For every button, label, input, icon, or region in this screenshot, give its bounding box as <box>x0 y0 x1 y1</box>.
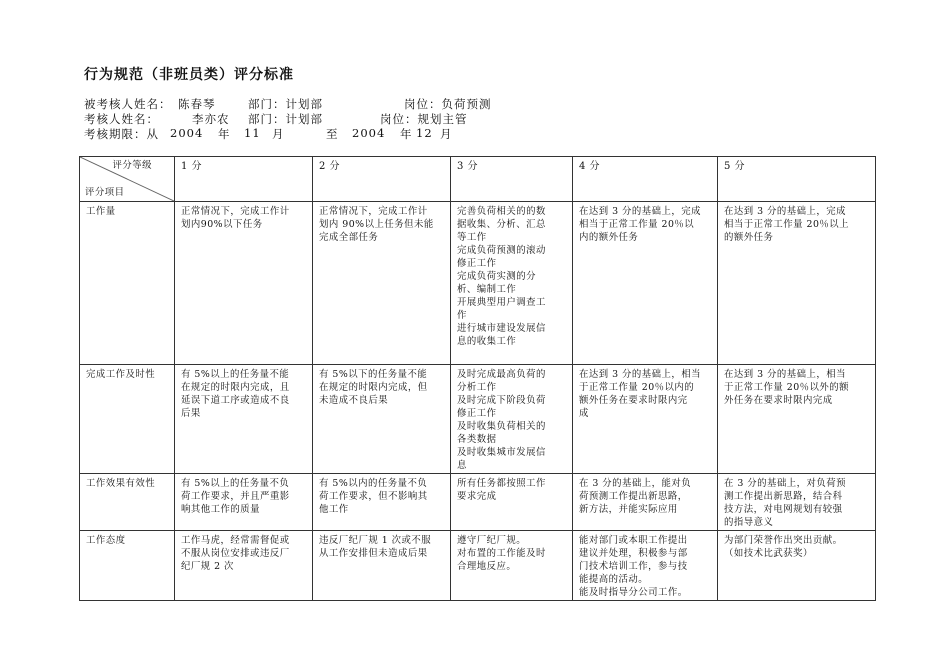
criteria-line: 有 5%以下的任务量不能 <box>319 369 428 380</box>
criteria-cell-grade-5 <box>718 531 876 601</box>
examinee-post: 岗位：负荷预测 <box>404 97 492 111</box>
item-name-cell: 完成工作及时性 <box>80 365 175 474</box>
criteria-line: 修正工作 <box>457 408 497 419</box>
criteria-line: 不服从岗位安排或违反厂 <box>181 548 290 559</box>
header-corner-cell <box>80 157 175 202</box>
period-year-unit-2: 年 <box>400 127 413 141</box>
examinee-dept: 部门：计划部 <box>248 97 323 111</box>
period-to-year: 2004 <box>352 126 386 140</box>
criteria-line: 修正工作 <box>457 258 497 269</box>
criteria-line: 有 5%以上的任务量不负 <box>181 478 290 489</box>
criteria-line: 在 3 分的基础上，能对负 <box>579 478 692 489</box>
criteria-line: 违反厂纪厂规 1 次或不服 <box>319 535 432 546</box>
criteria-line: 能对部门或本职工作提出 <box>579 535 688 546</box>
criteria-cell-grade-3 <box>451 365 573 474</box>
criteria-line: 测工作提出新思路，结合科 <box>724 491 843 502</box>
period-month-unit-1: 月 <box>272 127 285 141</box>
criteria-line: 他工作 <box>319 504 349 515</box>
criteria-line: 正常情况下，完成工作计 <box>319 206 428 217</box>
criteria-line: 完成负荷实测的分 <box>457 271 537 282</box>
criteria-cell-grade-2 <box>313 202 451 365</box>
criteria-line: 于正常工作量 20％以内的 <box>579 382 695 393</box>
item-name-cell: 工作效果有效性 <box>80 474 175 531</box>
criteria-line: 所有任务都按照工作 <box>457 478 546 489</box>
criteria-line: 建议并处理，积极参与部 <box>579 548 688 559</box>
criteria-line: 门技术培训工作，参与技 <box>579 561 688 572</box>
scoring-table <box>79 156 876 601</box>
criteria-line: 在达到 3 分的基础上，相当 <box>724 369 847 380</box>
criteria-cell-grade-5 <box>718 202 876 365</box>
criteria-line: 内的额外任务 <box>579 232 639 243</box>
examinee-name: 陈春琴 <box>178 97 216 111</box>
criteria-line: 有 5%以内的任务量不负 <box>319 478 428 489</box>
criteria-line: 在达到 3 分的基础上，相当 <box>579 369 702 380</box>
examiner-label: 考核人姓名： <box>84 112 159 126</box>
criteria-cell-grade-3 <box>451 531 573 601</box>
criteria-line: 相当于正常工作量 20％以上 <box>724 219 850 230</box>
table-row <box>80 474 876 531</box>
criteria-line: 划内90%以下任务 <box>181 219 263 230</box>
grade-header-row <box>80 157 876 202</box>
criteria-cell-grade-2 <box>313 474 451 531</box>
criteria-line: 荷预测工作提出新思路， <box>579 491 688 502</box>
table-row <box>80 531 876 601</box>
criteria-line: 正常情况下，完成工作计 <box>181 206 290 217</box>
criteria-line: 息 <box>457 460 467 471</box>
criteria-line: 对布置的工作能及时 <box>457 548 546 559</box>
criteria-line: 分析工作 <box>457 382 497 393</box>
criteria-line: 未造成不良后果 <box>319 395 389 406</box>
criteria-line: 合理地反应。 <box>457 561 517 572</box>
criteria-line: 额外任务在要求时限内完 <box>579 395 688 406</box>
criteria-line: 成 <box>579 408 589 419</box>
criteria-line: 及时收集负荷相关的 <box>457 421 546 432</box>
criteria-line: 在规定的时限内完成，但 <box>319 382 428 393</box>
criteria-line: 在达到 3 分的基础上，完成 <box>724 206 847 217</box>
criteria-line: 开展典型用户调查工 <box>457 297 546 308</box>
criteria-line: 各类数据 <box>457 434 497 445</box>
criteria-line: 在达到 3 分的基础上，完成 <box>579 206 702 217</box>
examiner-post: 岗位：规划主管 <box>380 112 468 126</box>
period-month-unit-2: 月 <box>440 127 453 141</box>
criteria-cell-grade-2 <box>313 365 451 474</box>
criteria-line: 从工作安排但未造成后果 <box>319 548 428 559</box>
criteria-cell-grade-5 <box>718 365 876 474</box>
criteria-line: 息的收集工作 <box>457 336 517 347</box>
period-from-year: 2004 <box>170 126 204 140</box>
examinee-label: 被考核人姓名： <box>84 97 172 111</box>
grade-header-2: 2 分 <box>313 157 451 202</box>
grade-header-3: 3 分 <box>451 157 573 202</box>
criteria-line: 完善负荷相关的的数 <box>457 206 546 217</box>
criteria-line: 进行城市建设发展信 <box>457 323 546 334</box>
criteria-line: 响其他工作的质量 <box>181 504 261 515</box>
period-label: 考核期限：从 <box>84 127 159 141</box>
criteria-cell-grade-4 <box>573 531 718 601</box>
criteria-cell-grade-4 <box>573 202 718 365</box>
criteria-cell-grade-5 <box>718 474 876 531</box>
grade-header-5: 5 分 <box>718 157 876 202</box>
criteria-line: 的额外任务 <box>724 232 774 243</box>
examiner-name: 李亦农 <box>192 112 230 126</box>
criteria-line: （如技术比武获奖） <box>724 548 813 559</box>
criteria-line: 及时收集城市发展信 <box>457 447 546 458</box>
criteria-line: 能提高的活动。 <box>579 574 649 585</box>
table-row <box>80 202 876 365</box>
corner-grade-label: 评分等级 <box>112 160 152 171</box>
criteria-line: 等工作 <box>457 232 487 243</box>
criteria-line: 延误下道工序或造成不良 <box>181 395 290 406</box>
item-name-cell: 工作态度 <box>80 531 175 601</box>
period-to: 至 <box>326 127 339 141</box>
grade-header-4: 4 分 <box>573 157 718 202</box>
criteria-cell-grade-3 <box>451 202 573 365</box>
criteria-cell-grade-1 <box>175 474 313 531</box>
item-name-cell: 工作量 <box>80 202 175 365</box>
criteria-cell-grade-1 <box>175 531 313 601</box>
criteria-line: 纪厂规 2 次 <box>181 561 234 572</box>
criteria-line: 荷工作要求，但不影响其 <box>319 491 428 502</box>
criteria-line: 析、编制工作 <box>457 284 517 295</box>
page-title: 行为规范（非班员类）评分标准 <box>84 67 294 83</box>
criteria-line: 完成负荷预测的滚动 <box>457 245 546 256</box>
criteria-line: 在规定的时限内完成，且 <box>181 382 290 393</box>
criteria-line: 及时完成最高负荷的 <box>457 369 546 380</box>
criteria-line: 及时完成下阶段负荷 <box>457 395 546 406</box>
criteria-cell-grade-1 <box>175 202 313 365</box>
criteria-line: 完成全部任务 <box>319 232 379 243</box>
criteria-line: 要求完成 <box>457 491 497 502</box>
criteria-line: 于正常工作量 20％以外的额 <box>724 382 850 393</box>
examiner-dept: 部门：计划部 <box>248 112 323 126</box>
criteria-line: 工作马虎，经常需督促或 <box>181 535 290 546</box>
criteria-line: 新方法，并能实际应用 <box>579 504 678 515</box>
grade-header-1: 1 分 <box>175 157 313 202</box>
criteria-cell-grade-4 <box>573 365 718 474</box>
criteria-line: 相当于正常工作量 20％以 <box>579 219 695 230</box>
period-from-month: 11 <box>244 126 261 140</box>
table-row <box>80 365 876 474</box>
criteria-line: 技方法，对电网规划有较强 <box>724 504 843 515</box>
criteria-line: 能及时指导分公司工作。 <box>579 587 688 598</box>
criteria-cell-grade-3 <box>451 474 573 531</box>
period-to-month: 12 <box>416 126 433 140</box>
period-year-unit-1: 年 <box>218 127 231 141</box>
criteria-line: 作 <box>457 310 467 321</box>
criteria-line: 据收集、分析、汇总 <box>457 219 546 230</box>
criteria-cell-grade-2 <box>313 531 451 601</box>
criteria-line: 荷工作要求，并且严重影 <box>181 491 290 502</box>
criteria-line: 在 3 分的基础上，对负荷预 <box>724 478 847 489</box>
criteria-line: 后果 <box>181 408 201 419</box>
criteria-line: 有 5%以上的任务量不能 <box>181 369 290 380</box>
criteria-line: 的指导意义 <box>724 517 774 528</box>
criteria-line: 为部门荣誉作出突出贡献。 <box>724 535 843 546</box>
criteria-line: 遵守厂纪厂规。 <box>457 535 527 546</box>
criteria-line: 划内 90%以上任务但未能 <box>319 219 434 230</box>
corner-item-label: 评分项目 <box>85 187 125 198</box>
criteria-cell-grade-4 <box>573 474 718 531</box>
criteria-line: 外任务在要求时限内完成 <box>724 395 833 406</box>
criteria-cell-grade-1 <box>175 365 313 474</box>
